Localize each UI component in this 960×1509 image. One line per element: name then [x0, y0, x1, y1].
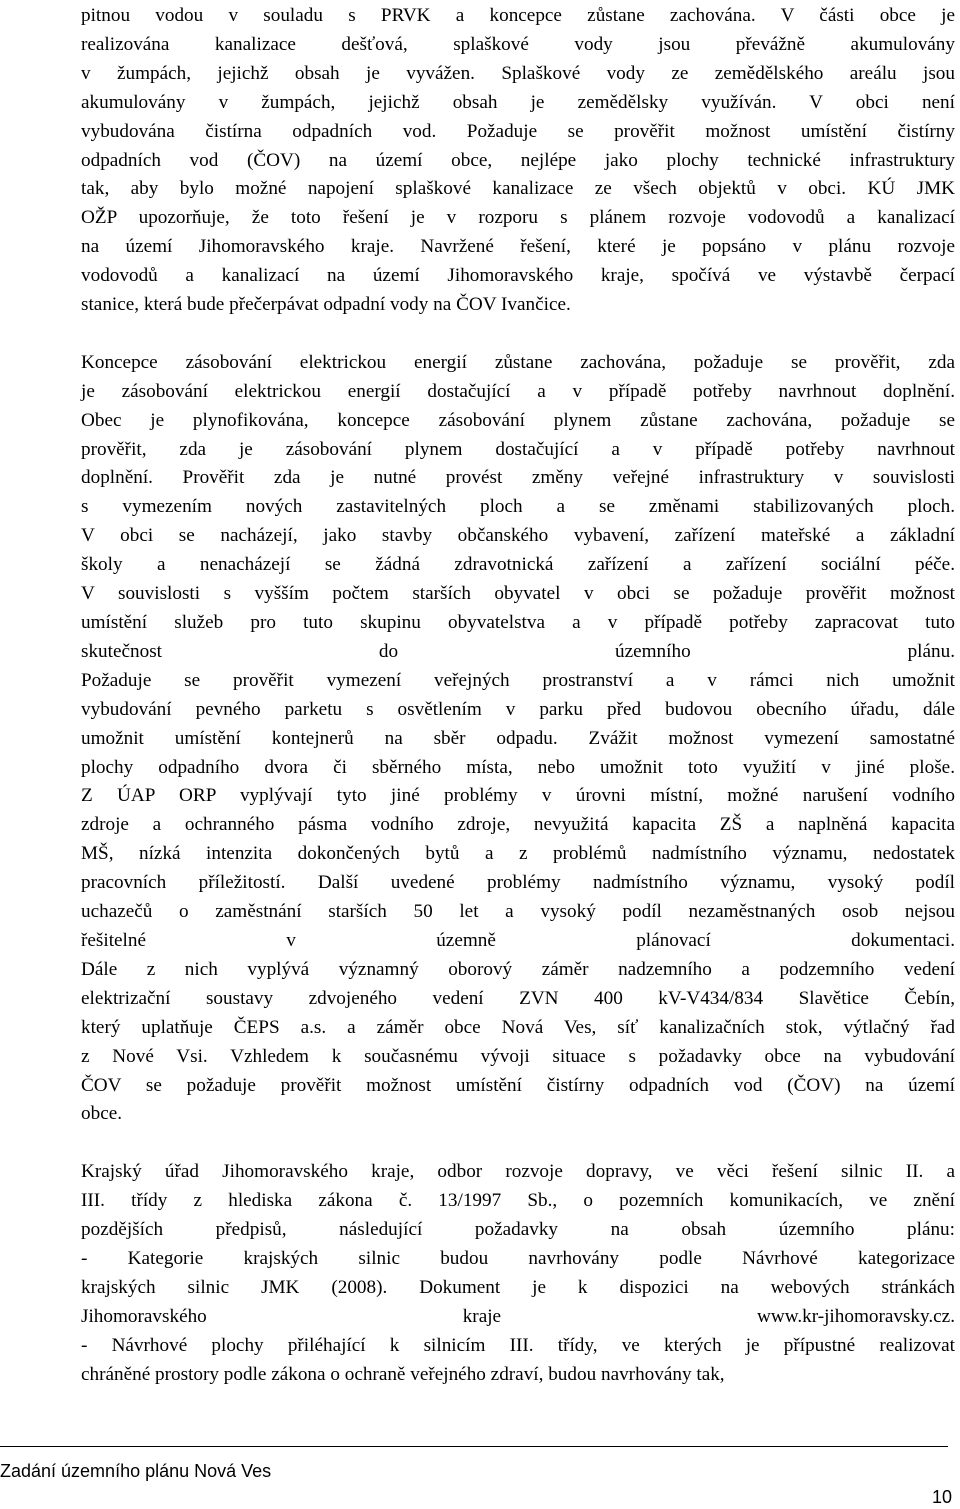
text-line: - Návrhové plochy přiléhající k silnicím III. třídy, ve kterých je přípustné realizovat: [81, 1334, 955, 1356]
text-line: Z ÚAP ORP vyplývají tyto jiné problémy v úrovni místní, možné narušení vodního: [81, 785, 955, 807]
text-line: akumulovány v žumpách, jejichž obsah je zemědělsky využíván. V obci není: [81, 91, 955, 113]
text-line: OŽP upozorňuje, že toto řešení je v rozporu s plánem rozvoje vodovodů a kanalizací: [81, 207, 955, 229]
text-line: v žumpách, jejichž obsah je vyvážen. Splaškové vody ze zemědělského areálu jsou: [81, 62, 955, 84]
text-line: MŠ, nízká intenzita dokončených bytů a z problémů nadmístního významu, nedostatek: [81, 843, 955, 865]
text-line: chráněné prostory podle zákona o ochraně veřejného zdraví, budou navrhovány tak,: [81, 1363, 725, 1385]
text-line: tak, aby bylo možné napojení splaškové kanalizace ze všech objektů v obci. KÚ JMK: [81, 178, 955, 200]
text-line: umožnit umístění kontejnerů na sběr odpadu. Zvážit možnost vymezení samostatné: [81, 727, 955, 749]
text-line: řešitelné v územně plánovací dokumentaci.: [81, 929, 955, 951]
text-line: je zásobování elektrickou energií dostačující a v případě potřeby navrhnout doplnění.: [81, 380, 955, 402]
text-line: - Kategorie krajských silnic budou navrhovány podle Návrhové kategorizace: [81, 1247, 955, 1269]
text-line: vodovodů a kanalizací na území Jihomoravského kraje, spočívá ve výstavbě čerpací: [81, 265, 955, 287]
text-line: Jihomoravského kraje www.kr-jihomoravsky.cz.: [81, 1305, 955, 1327]
paragraph: [81, 349, 955, 1129]
text-line: doplnění. Prověřit zda je nutné provést změny veřejné infrastruktury v souvislosti: [81, 467, 955, 489]
text-line: ČOV se požaduje prověřit možnost umístění čistírny odpadních vod (ČOV) na území: [81, 1074, 955, 1096]
text-line: z Nové Vsi. Vzhledem k současnému vývoji situace s požadavky obce na vybudování: [81, 1045, 955, 1067]
text-line: školy a nenacházejí se žádná zdravotnická zařízení a zařízení sociální péče.: [81, 554, 955, 576]
text-line: který uplatňuje ČEPS a.s. a záměr obce Nová Ves, síť kanalizačních stok, výtlačný řad: [81, 1016, 955, 1038]
text-line: plochy odpadního dvora či sběrného místa, nebo umožnit toto využití v jiné ploše.: [81, 756, 955, 778]
text-line: umístění služeb pro tuto skupinu obyvatelstva a v případě potřeby zapracovat tuto: [81, 612, 955, 634]
text-line: vybudována čistírna odpadních vod. Požaduje se prověřit možnost umístění čistírny: [81, 120, 955, 142]
text-line: Koncepce zásobování elektrickou energií zůstane zachována, požaduje se prověřit, zda: [81, 351, 955, 373]
text-line: vybudování pevného parketu s osvětlením v parku před budovou obecního úřadu, dále: [81, 698, 955, 720]
text-line: s vymezením nových zastavitelných ploch a se změnami stabilizovaných ploch.: [81, 496, 955, 518]
paragraph: [81, 1158, 955, 1389]
text-line: odpadních vod (ČOV) na území obce, nejlépe jako plochy technické infrastruktury: [81, 149, 955, 171]
footer-title: Zadání územního plánu Nová Ves: [0, 1461, 272, 1481]
text-line: stanice, která bude přečerpávat odpadní vody na ČOV Ivančice.: [81, 294, 571, 316]
document-body: [81, 2, 955, 1389]
text-line: V obci se nacházejí, jako stavby občanského vybavení, zařízení mateřské a základní: [81, 525, 955, 547]
text-line: krajských silnic JMK (2008). Dokument je k dispozici na webových stránkách: [81, 1276, 955, 1298]
page-number: 10: [931, 1487, 952, 1507]
text-line: pracovních příležitostí. Další uvedené problémy nadmístního významu, vysoký podíl: [81, 872, 955, 894]
text-line: na území Jihomoravského kraje. Navržené řešení, které je popsáno v plánu rozvoje: [81, 236, 955, 258]
text-line: zdroje a ochranného pásma vodního zdroje, nevyužitá kapacita ZŠ a naplněná kapacita: [81, 814, 955, 836]
text-line: V souvislosti s vyšším počtem starších obyvatel v obci se požaduje prověřit možnost: [81, 583, 955, 605]
text-line: Krajský úřad Jihomoravského kraje, odbor rozvoje dopravy, ve věci řešení silnic II. a: [81, 1161, 955, 1183]
text-line: skutečnost do územního plánu.: [81, 640, 955, 662]
paragraph: [81, 2, 955, 320]
text-line: prověřit, zda je zásobování plynem dostačující a v případě potřeby navrhnout: [81, 438, 955, 460]
text-line: pitnou vodou v souladu s PRVK a koncepce zůstane zachována. V části obce je: [81, 5, 955, 26]
text-line: pozdějších předpisů, následující požadavky na obsah územního plánu:: [81, 1219, 955, 1241]
text-line: elektrizační soustavy zdvojeného vedení ZVN 400 kV-V434/834 Slavětice Čebín,: [81, 987, 955, 1009]
text-line: obce.: [81, 1103, 123, 1125]
text-line: Obec je plynofikována, koncepce zásobování plynem zůstane zachována, požaduje se: [81, 409, 955, 431]
text-line: uchazečů o zaměstnání starších 50 let a vysoký podíl nezaměstnaných osob nejsou: [81, 901, 955, 923]
text-line: realizována kanalizace dešťová, splaškové vody jsou převážně akumulovány: [81, 33, 955, 55]
text-line: Dále z nich vyplývá významný oborový záměr nadzemního a podzemního vedení: [81, 958, 955, 980]
text-line: Požaduje se prověřit vymezení veřejných prostranství a v rámci nich umožnit: [81, 669, 955, 691]
footer-divider: [0, 1446, 948, 1447]
text-line: III. třídy z hlediska zákona č. 13/1997 Sb., o pozemních komunikacích, ve znění: [81, 1190, 955, 1212]
